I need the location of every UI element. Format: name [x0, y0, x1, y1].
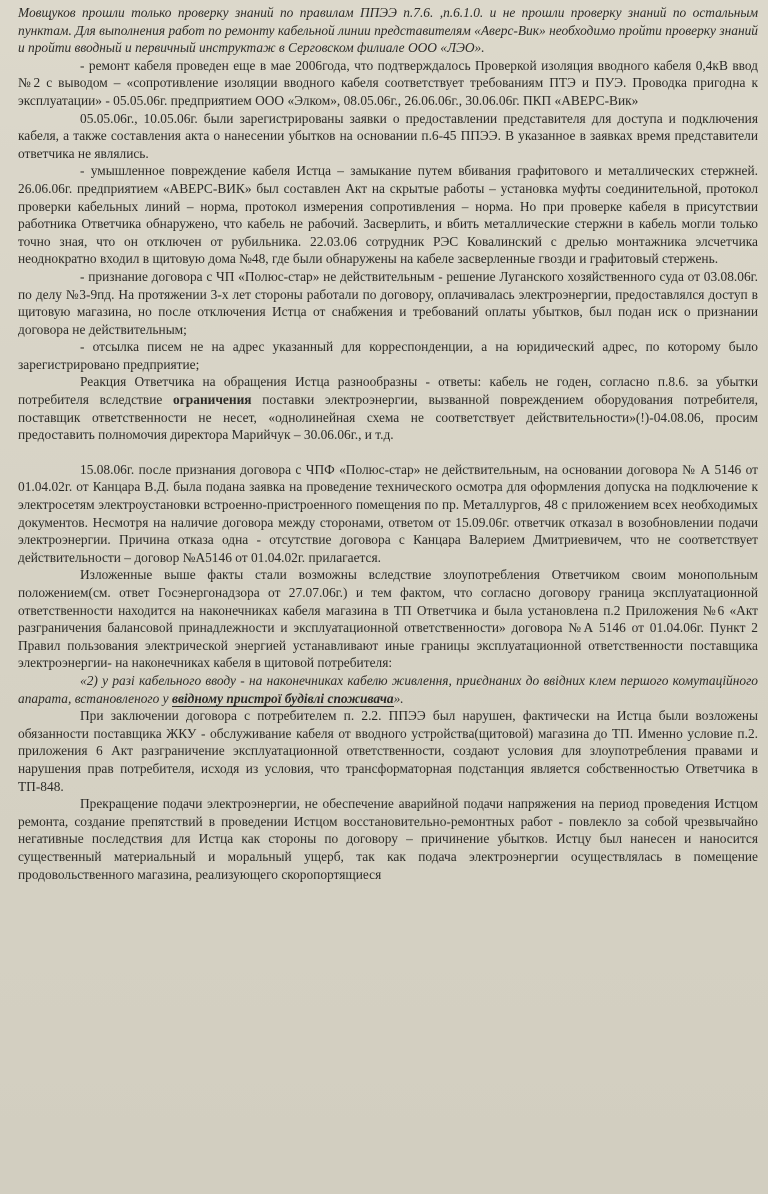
paragraph-intro: Мовщуков прошли только проверку знаний по правилам ППЭЭ п.7.6. ,п.6.1.0. и не прошли проверку знаний по остальным пунктам. Для выполнения работ по ремонту кабельной линии представителям «Аверс-Вик» необходимо пройти проверку знаний и пройти вводный и первичный инструктаж в Серговском филиале ООО «ЛЭО».	[18, 5, 758, 56]
paragraph-requests: 05.05.06г., 10.05.06г. были зарегистрированы заявки о предоставлении представителя для доступа и подключения кабеля, а также составления акта о нанесении убытков на основании п.6-45 ППЭЭ. В указанное в заявках время представители ответчика не являлись.	[18, 110, 758, 161]
paragraph-consequences: Прекращение подачи электроэнергии, не обеспечение аварийной подачи напряжения на период проведения Истцом ремонта, создание препятствий в проведении Истцом восстановительно-ремонтных работ - повлекло за собой чрезвычайно негативные последствия для Истца как стороны по договору – причинение убытков. Истцу был нанесен и наносится существенный материальный и моральный ущерб, так как подача электроэнергии осуществлялась в помещение продовольственного магазина, реализующего скоропортящиеся	[18, 796, 758, 882]
reaction-text-after: поставки электроэнергии, вызванной повреждением оборудования потребителя, поставщик ответственности не несет, «однолинейная схема не соответствует действительности»(!)-04.08.06, просим предоставить полномочия директора Марийчук – 30.06.06г., и т.д.	[18, 392, 759, 443]
quote-bold: ввідному пристрої будівлі споживача	[171, 690, 394, 706]
paragraph-facts: Изложенные выше факты стали возможны вследствие злоупотребления Ответчиком своим монопольным положением(см. ответ Госэнергонадзора от 27.07.06г.) и тем фактом, что согласно договору граница эксплуатационной ответственности находится на наконечниках кабеля магазина в ТП Ответчика и была установлена п.2 Приложения №6 «Акт разграничения балансовой принадлежности и эксплуатационной ответственности» договора №А 5146 от 01.04.06г. Пункт 2 Правил пользования электрической энергией устанавливают иные границы эксплуатационной ответственности поставщика электроэнергии- на наконечниках кабеля в щитовой потребителя:	[18, 567, 758, 671]
paragraph-gap	[18, 444, 758, 461]
paragraph-letters: - отсылка писем не на адрес указанный для корреспонденции, а на юридический адрес, по которому было зарегистрировано предприятие;	[18, 339, 758, 372]
paragraph-reaction	[18, 373, 758, 443]
paragraph-cable-repair: - ремонт кабеля проведен еще в мае 2006года, что подтверждалось Проверкой изоляция вводного кабеля 0,4кВ ввод №2 с выводом – «сопротивление изоляции вводного кабеля соответствует требованиям ПТЭ и ПУЭ. Проводка пригодна к эксплуатации» - 05.05.06г. предприятием ООО «Элком», 08.05.06г., 26.06.06г., 30.06.06г. ПКП «АВЕРС-Вик»	[18, 57, 758, 108]
quote-text-after: ».	[393, 690, 404, 706]
reaction-text-before: Реакция Ответчика на обращения Истца разнообразны - ответы: кабель не годен, согласно п.8.6. за убытки потребителя вследствие	[18, 374, 758, 408]
paragraph-cable-damage: - умышленное повреждение кабеля Истца – замыкание путем вбивания графитового и металлических стержней. 26.06.06г. предприятием «АВЕРС-ВИК» был составлен Акт на скрытые работы – установка муфты соединительной, протокол проверки кабельных линий – норма, протокол измерения сопротивления – норма. Но при проверке кабеля в присутствии работника Ответчика обнаружено, что кабель не рабочий. Засверлить, и вбить металлические стержни в кабель могли только точно зная, что он отключен от рубильника. 22.03.06 сотрудник РЭС Ковалинский с дрелью монтажника элсчетчика неоднократно входил в щитовую дома №48, где были обнаружены на кабеле засверленные гвозди и графитовый стержень.	[18, 163, 758, 267]
paragraph-contract-violation: При заключении договора с потребителем п. 2.2. ППЭЭ был нарушен, фактически на Истца были возложены обязанности поставщика ЖКУ - обслуживание кабеля от вводного устройства(щитовой) магазина до ТП. Именно условие п.2. приложения 6 Акт разграничение эксплуатационной ответственности, создают условия для злоупотребления правами и нарушения прав потребителя, исходя из условия, что трансформаторная подстанция является собственностью Ответчика в ТП-848.	[18, 708, 758, 794]
paragraph-contract-invalid: - признание договора с ЧП «Полюс-стар» не действительным - решение Луганского хозяйственного суда от 03.08.06г. по делу №3-9пд. На протяжении 3-х лет стороны работали по договору, оплачивалась электроэнергии, предоставлялся доступ в щитовую магазина, но после отключения Истца от снабжения и требований оплаты убытков, был подан иск о признании договора не действительным;	[18, 268, 758, 337]
quote-text-before: «2) у разі кабельного вводу - на наконечниках кабелю живлення, приєднаних до ввідних клем першого комутаційного апарата, встановленого у	[18, 672, 758, 706]
reaction-bold: ограничения	[173, 392, 252, 408]
paragraph-application: 15.08.06г. после признания договора с ЧПФ «Полюс-стар» не действительным, на основании договора № А 5146 от 01.04.02г. от Канцара В.Д. была подана заявка на проведение технического осмотра для оформления допуска на подключение к электросетям электроустановки встроенно-пристроенного помещения по пр. Металлургов, 48 с приложением всех необходимых документов. Несмотря на наличие договора между сторонами, ответом от 15.09.06г. ответчик отказал в возобновлении подачи электроэнергии. Причина отказа одна - отсутствие договора с Канцара Валерием Дмитриевичем, что не соответствует действительности – договор №А5146 от 01.04.02г. прилагается.	[18, 461, 758, 565]
paragraph-quote	[18, 672, 758, 707]
